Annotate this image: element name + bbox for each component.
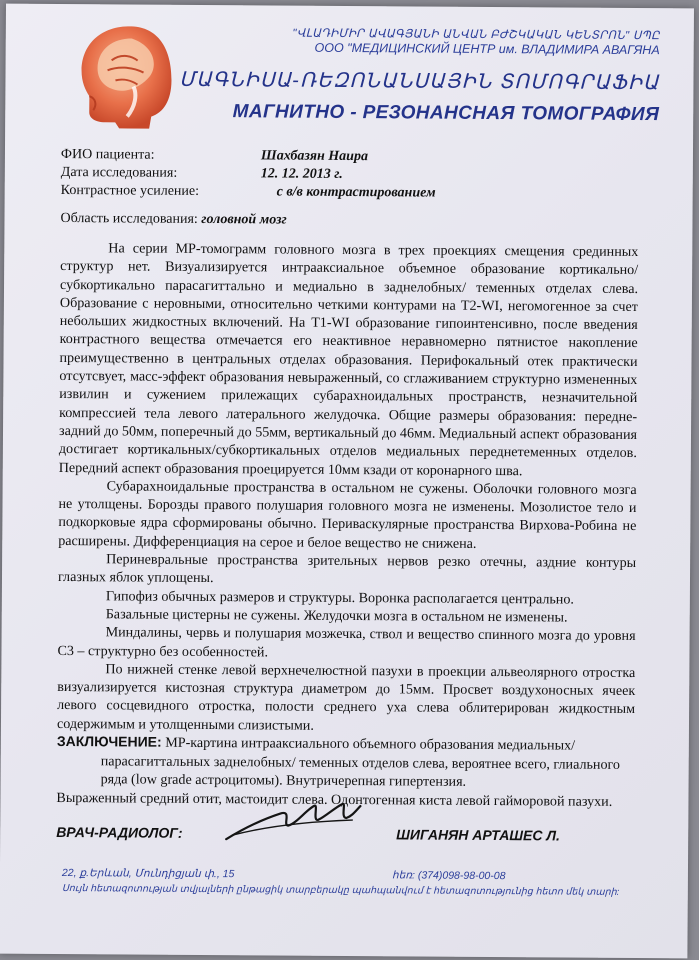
footer-phone: հեռ: (374)098-98-00-08 (391, 869, 506, 883)
study-area-label: Область исследования: (60, 210, 198, 227)
findings-body (57, 239, 638, 737)
contrast-value: с в/в контрастированием (276, 184, 436, 201)
findings-paragraph: По нижней стенке левой верхнечелюстной пазухи в проекции альвеолярного отростка визуализируется кистозная структура диаметром до 15мм. Просвет воздухоносных ячеек левого сосцевидного отростка, полости среднего уха слева облитерирован жидкостным содержимым и утолщенными слизистыми. (56, 661, 636, 734)
title-russian: МАГНИТНО - РЕЗОНАНСНАЯ ТОМОГРАФИЯ (232, 101, 660, 126)
conclusion-first-line: МР-картина интрааксиального объемного образования медиальных/ (161, 734, 576, 754)
conclusion-last-line: Выраженный средний отит, мастоидит слева. Одонтогенная киста левой гайморовой пазухи. (56, 789, 613, 810)
findings-paragraph: Гипофиз обычных размеров и структуры. Воронка располагается центрально. (105, 587, 575, 608)
findings-paragraph: Периневральные пространства зрительных нервов резко отечны, аздние контуры глазных яблок уплощены. (57, 551, 637, 587)
study-date-label: Дата исследования: (60, 164, 178, 181)
org-name-armenian: "ՎԼԱԴԻՄԻՐ ԱՎԱԳՅԱՆԻ ԱՆՎԱՆ ԲԺՇԿԱԿԱՆ ԿԵՆՏՐՈՆ" ՍՊԸ (292, 27, 660, 43)
org-name-russian: ООО "МЕДИЦИНСКИЙ ЦЕНТР им. ВЛАДИМИРА АВАГЯНА (314, 40, 660, 58)
conclusion-heading: ЗАКЛЮЧЕНИЕ: (56, 732, 162, 750)
patient-name-value: Шахбазян Наира (260, 148, 369, 165)
study-date-value: 12. 12. 2013 г. (260, 166, 343, 182)
contrast-label: Контрастное усиление: (60, 182, 200, 199)
title-armenian: ՄԱԳՆԻՍԱ-ՌԵԶՈՆԱՆՍԱՅԻՆ ՏՈՄՈԳՐԱՖԻԱ (179, 68, 660, 95)
findings-paragraph: Миндалины, червь и полушария мозжечка, ствол и вещество спинного мозга до уровня С3 – структурно без особенностей. (57, 624, 636, 660)
footer-address: 22, ք.Երևան, Մունդիցյան փ., 15 (61, 867, 235, 881)
patient-name-label: ФИО пациента: (60, 146, 155, 163)
findings-paragraph: Базальные цистерны не сужены. Желудочки мозга в остальном не изменены. (105, 606, 568, 626)
findings-paragraph: На серии МР-томограмм головного мозга в трех проекциях смещения срединных структур нет. Визуализируется интрааксиальное объемное образование кортикально/ субкортикально парасагиттально и медиально в заднелобных/ теменных отделах слева. Образование с неровными, относительно четкими контурами на T2-WI, негомогенное за счет небольших жидкостных включений. На T1-WI образование гипоинтенсивно, после введения контрастного вещества отмечается его неактивное неравномерно пятнистое накопление преимущественно в центральных отделах образования. Перифокальный отек практически отсутсвует, масс-эффект образования невыраженный, со сглаживанием структурно измененных извилин и сужением прилежащих субарахноидальных пространств, незначительной компрессией тела левого латерального желудочка. Общие размеры образования: передне-задний до 50мм, поперечный до 55мм, вертикальный до 46мм. Медиальный аспект образования достигает кортикальных/субкортикальных отделов медиальных переднетеменных отделов. Передний аспект образования проецируется 10мм кзади от коронарного шва. (58, 240, 639, 479)
study-area (60, 211, 286, 229)
handwritten-signature-icon (222, 795, 362, 846)
doctor-name: ШИГАНЯН АРТАШЕС Л. (396, 826, 560, 844)
document-page (0, 4, 694, 959)
doctor-role: ВРАЧ-РАДИОЛОГ: (56, 823, 183, 841)
study-area-value: головной мозг (201, 211, 287, 228)
head-mri-logo-icon (71, 20, 182, 131)
conclusion-continuation: парасагиттальных заднелобных/ теменных отделов слева, вероятнее всего, глиального ряда (low grade астроцитомы). Внутричерепная гипертензия. (100, 752, 621, 790)
findings-paragraph: Субарахноидальные пространства в остальном не сужены. Оболочки головного мозга не утолщены. Борозды правого полушария головного мозга не изменены. Мозолистое тело и подкорковые ядра сформированы обычно. Периваскулярные пространства Вирхова-Робина не расширены. Дифференциация на серое и белое вещество не снижена. (58, 478, 637, 552)
footer-note: Սույն հետազոտության տվյալների ընթացիկ տարբերակը պահպանվում է հետազոտությունից հետո մեկ տարի: (61, 883, 620, 898)
